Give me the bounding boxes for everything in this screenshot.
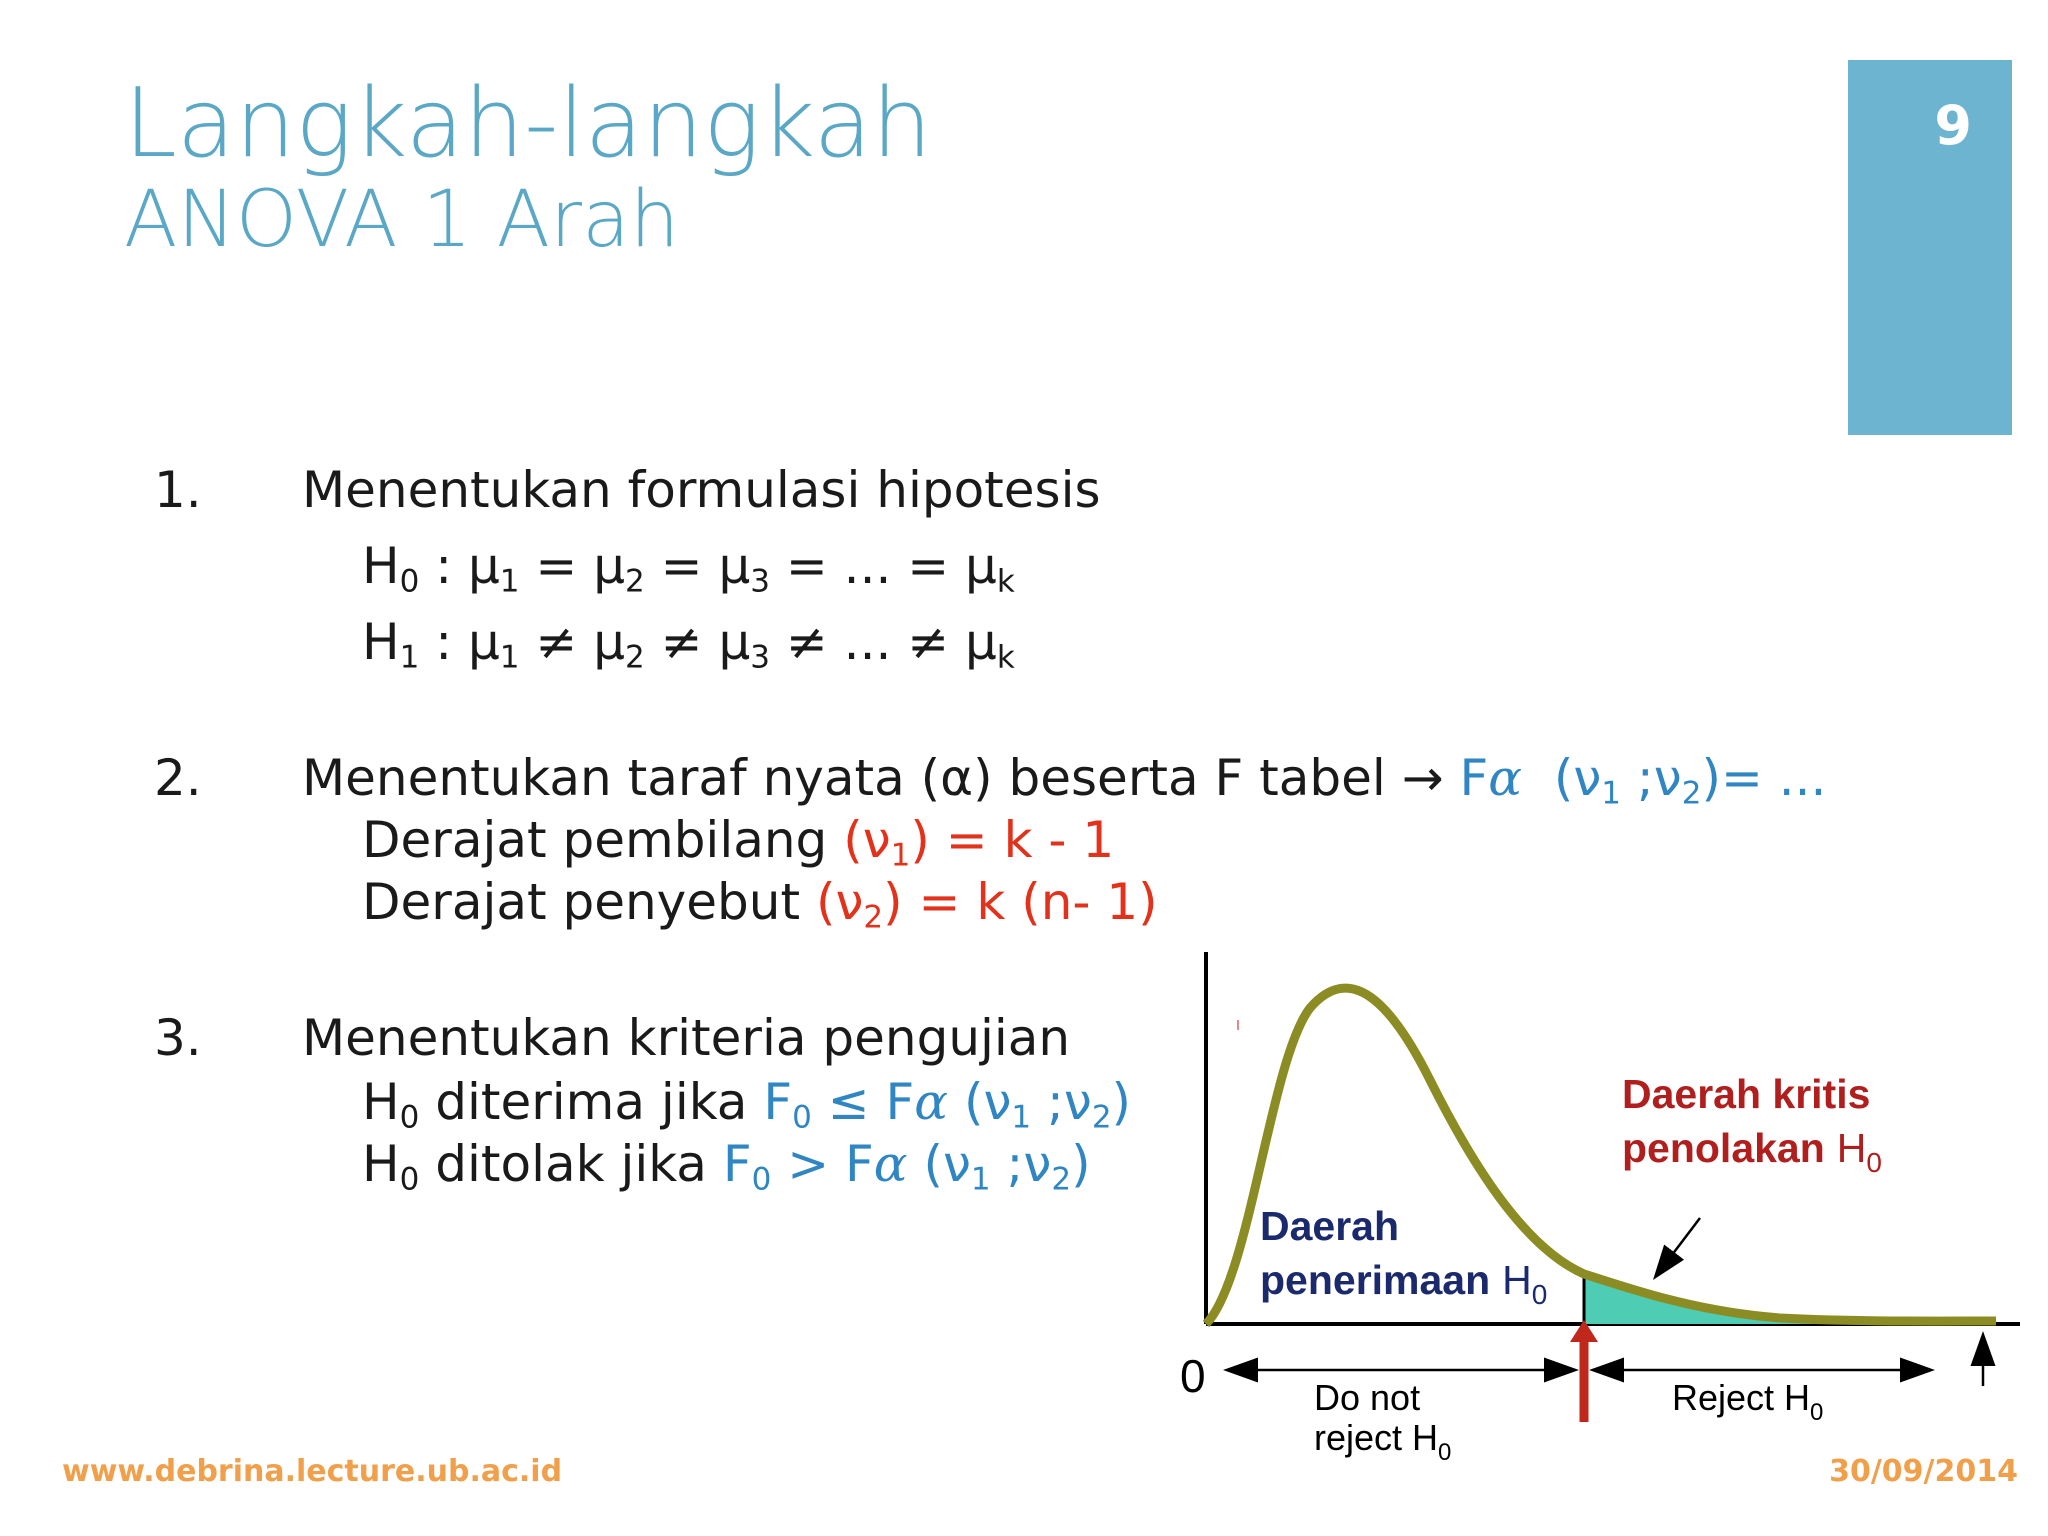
step-3-number: 3. — [154, 1009, 202, 1067]
accept-region-label-2: penerimaan $H_0$ — [1260, 1257, 1548, 1310]
f-distribution-diagram — [1160, 940, 2040, 1480]
pointer-arrow — [1656, 1218, 1700, 1276]
f-table-expression: Fα ($\nu_1$ $;\nu_2)=$ ... — [1459, 749, 1827, 812]
criteria-accept: $H_0$ diterima jika $F_0 \le F\alpha$ ($\nu_1$ $;\nu_2$) — [362, 1073, 1132, 1136]
criteria-reject: $H_0$ ditolak jika $F_0 > F\alpha$ ($\nu_1$ $;\nu_2$) — [362, 1135, 1091, 1198]
critical-region-label-1: Daerah kritis — [1622, 1071, 1871, 1117]
title-line-1: Langkah-langkah — [124, 69, 933, 179]
reject-label: Reject $H_0$ — [1672, 1377, 1824, 1426]
derajat-pembilang: Derajat pembilang $(\nu_1) = k - 1$ — [362, 811, 1115, 874]
derajat-penyebut: Derajat penyebut $(\nu_2) = k$ (n- 1) — [362, 873, 1158, 936]
step-1-number: 1. — [154, 461, 202, 519]
slide-number-badge — [1848, 60, 2012, 435]
step-2-number: 2. — [154, 749, 202, 807]
step-1 — [154, 460, 1101, 520]
zero-label: 0 — [1180, 1350, 1206, 1402]
step-1-label: Menentukan formulasi hipotesis — [302, 461, 1101, 519]
slide-number: 9 — [1934, 94, 1972, 157]
title-line-2: ANOVA 1 Arah — [124, 175, 680, 265]
accept-region-label-1: Daerah — [1260, 1203, 1400, 1249]
step-2 — [154, 748, 1826, 813]
hypothesis-h0: $H_0$ : $\mu_1 = \mu_2 = \mu_3$ = ... = $\mu_k$ — [362, 537, 1015, 600]
critical-region-label-2: penolakan $H_0$ — [1622, 1125, 1882, 1178]
hypothesis-h1: $H_1$ : $\mu_1 \ne \mu_2 \ne \mu_3$ ≠ ... ≠ $\mu_k$ — [362, 613, 1015, 676]
footer-url: www.debrina.lecture.ub.ac.id — [62, 1454, 563, 1489]
do-not-reject-label-1: Do not — [1314, 1377, 1421, 1418]
step-2-label: Menentukan taraf nyata (α) beserta F tabel → Fα ($\nu_1$ $;\nu_2)=$ ... — [302, 749, 1827, 812]
step-3-label: Menentukan kriteria pengujian — [302, 1009, 1071, 1067]
do-not-reject-label-2: reject $H_0$ — [1314, 1417, 1452, 1466]
arrow-icon: → — [1401, 749, 1444, 807]
step-3 — [154, 1008, 1070, 1068]
footer-date: 30/09/2014 — [1829, 1454, 2018, 1489]
